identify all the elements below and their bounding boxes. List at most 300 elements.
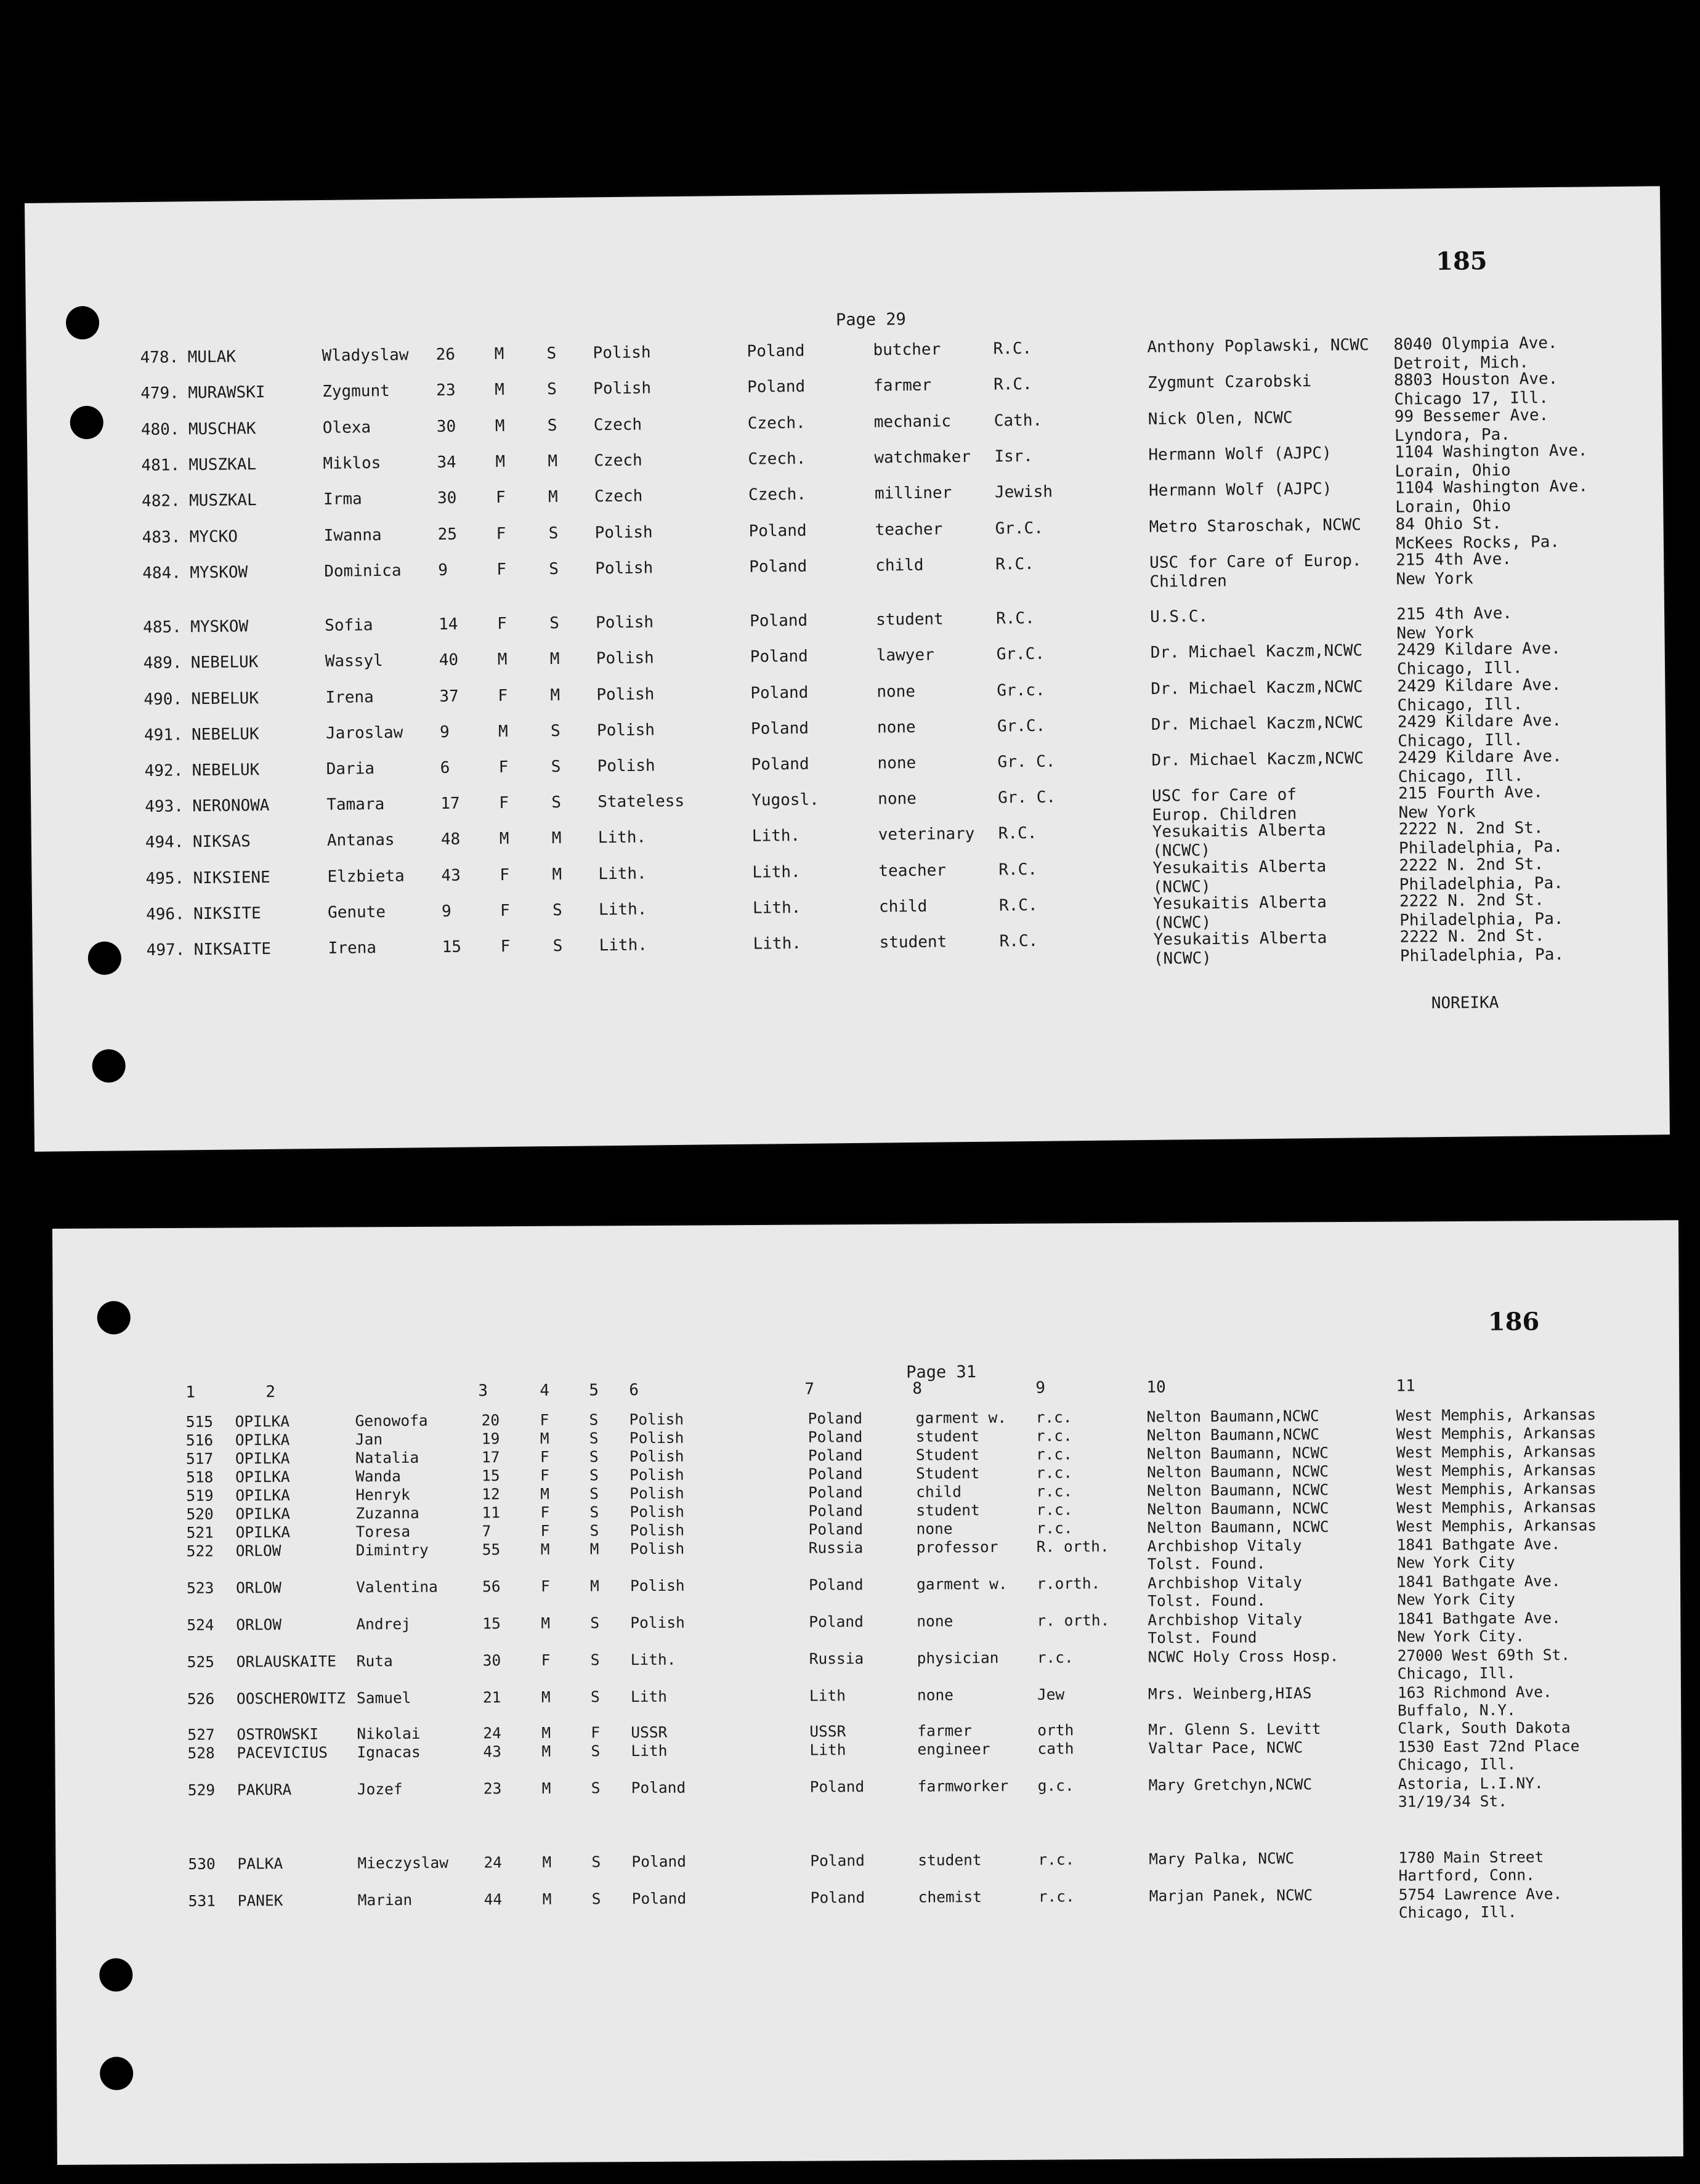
cell-sponsor bbox=[1148, 1738, 1303, 1757]
column-number: 11 bbox=[1396, 1377, 1415, 1396]
cell-marital: S bbox=[589, 1484, 599, 1503]
cell-sponsor-line: Nelton Baumann, NCWC bbox=[1147, 1518, 1329, 1537]
cell-sponsor bbox=[1148, 1573, 1302, 1609]
cell-surname: NEBELUK bbox=[191, 689, 259, 709]
cell-surname: OPILKA bbox=[235, 1449, 290, 1468]
cell-occupation: veterinary bbox=[878, 824, 975, 844]
cell-sex: F bbox=[500, 865, 510, 884]
cell-country: Lith. bbox=[751, 826, 801, 846]
cell-no: 524 bbox=[187, 1616, 214, 1634]
cell-sponsor bbox=[1147, 1499, 1329, 1518]
cell-sex: M bbox=[495, 416, 505, 436]
punch-hole bbox=[70, 406, 103, 440]
cell-address-line: Lyndora, Pa. bbox=[1394, 425, 1511, 445]
cell-marital: S bbox=[547, 379, 557, 399]
cell-address-line: West Memphis, Arkansas bbox=[1396, 1423, 1597, 1443]
cell-address-line: 2222 N. 2nd St. bbox=[1399, 891, 1544, 911]
punch-hole bbox=[97, 1301, 131, 1334]
cell-country: Lith. bbox=[752, 898, 801, 918]
cell-sponsor bbox=[1151, 749, 1364, 770]
cell-religion: r.c. bbox=[1036, 1519, 1073, 1537]
cell-ethnic: Lith. bbox=[599, 936, 648, 955]
cell-age: 20 bbox=[481, 1411, 500, 1430]
cell-sex: M bbox=[495, 452, 506, 472]
cell-country: Poland bbox=[808, 1446, 863, 1465]
cell-marital: S bbox=[589, 1410, 599, 1429]
cell-sex: F bbox=[498, 686, 508, 705]
cell-sponsor-line: (NCWC) bbox=[1153, 913, 1212, 932]
cell-country: Poland bbox=[808, 1520, 864, 1539]
cell-surname: ORLOW bbox=[236, 1616, 282, 1634]
cell-religion: r.c. bbox=[1035, 1408, 1072, 1426]
page-label: Page 31 bbox=[906, 1362, 977, 1382]
cell-surname: OPILKA bbox=[235, 1486, 290, 1505]
cell-sex: M bbox=[542, 1853, 552, 1871]
cell-address bbox=[1397, 1572, 1561, 1608]
cell-marital: S bbox=[591, 1779, 601, 1797]
cell-age: 26 bbox=[435, 345, 456, 365]
cell-address-line: Philadelphia, Pa. bbox=[1399, 873, 1563, 894]
cell-age: 40 bbox=[439, 650, 459, 669]
cell-country: Poland bbox=[808, 1428, 863, 1446]
cell-marital: S bbox=[548, 524, 559, 543]
cell-address-line: 2429 Kildare Ave. bbox=[1397, 675, 1561, 696]
cell-no: 496. bbox=[145, 905, 185, 924]
cell-sponsor-line: Archbishop Vitaly bbox=[1148, 1610, 1303, 1629]
cell-sponsor-line: Dr. Michael Kaczm,NCWC bbox=[1151, 677, 1363, 698]
cell-religion: R. orth. bbox=[1036, 1537, 1109, 1556]
cell-no: 491. bbox=[144, 726, 183, 745]
cell-marital: S bbox=[590, 1688, 600, 1706]
column-number: 10 bbox=[1146, 1378, 1166, 1397]
cell-no: 484. bbox=[142, 564, 182, 583]
cell-address-line: Chicago, Ill. bbox=[1398, 1903, 1517, 1922]
table-row bbox=[31, 817, 1667, 860]
cell-address bbox=[1396, 1405, 1597, 1425]
cell-surname: OPILKA bbox=[235, 1412, 290, 1431]
cell-no: 522 bbox=[186, 1542, 214, 1560]
cell-sponsor bbox=[1149, 480, 1332, 501]
cell-age: 15 bbox=[442, 937, 462, 957]
cell-sex: M bbox=[540, 1540, 550, 1558]
cell-religion: Gr.c. bbox=[997, 681, 1045, 700]
cell-ethnic: Polish bbox=[596, 613, 654, 633]
cell-marital: M bbox=[552, 865, 562, 884]
cell-sponsor-line: USC for Care of bbox=[1152, 785, 1297, 806]
cell-given: Irma bbox=[323, 490, 362, 509]
cell-marital: S bbox=[590, 1651, 600, 1669]
cell-country: USSR bbox=[809, 1722, 846, 1741]
cell-religion: Cath. bbox=[994, 411, 1043, 431]
cell-surname: MUSCHAK bbox=[188, 419, 256, 439]
cell-given: Genowofa bbox=[355, 1411, 428, 1430]
cell-age: 15 bbox=[482, 1466, 500, 1485]
cell-age: 14 bbox=[439, 615, 458, 634]
cell-sex: M bbox=[494, 344, 504, 364]
cell-age: 25 bbox=[437, 525, 458, 544]
cell-no: 531 bbox=[188, 1891, 216, 1910]
cell-sex: F bbox=[540, 1521, 550, 1540]
cell-age: 24 bbox=[483, 1724, 501, 1742]
cell-surname: NIKSAITE bbox=[193, 939, 272, 960]
cell-ethnic: Polish bbox=[597, 756, 655, 776]
cell-occupation: watchmaker bbox=[874, 447, 971, 467]
column-number: 3 bbox=[478, 1381, 488, 1401]
cell-address-line: Lorain, Ohio bbox=[1395, 496, 1512, 517]
cell-occupation: none bbox=[917, 1612, 953, 1630]
cell-occupation: professor bbox=[916, 1537, 998, 1556]
cell-no: 521 bbox=[186, 1523, 214, 1542]
cell-surname: PAKURA bbox=[237, 1780, 292, 1799]
register-sheet-page-31 bbox=[52, 1220, 1683, 2165]
cell-address bbox=[1396, 1424, 1597, 1443]
cell-sponsor-line: Tolst. Found. bbox=[1148, 1591, 1266, 1610]
cell-sponsor-line: Yesukaitis Alberta bbox=[1152, 820, 1326, 841]
cell-marital: M bbox=[549, 649, 560, 669]
cell-occupation: student bbox=[915, 1427, 980, 1446]
cell-given: Ruta bbox=[356, 1652, 393, 1670]
cell-address-line: 1841 Bathgate Ave. bbox=[1396, 1535, 1561, 1554]
cell-country: Poland bbox=[808, 1575, 864, 1594]
table-row bbox=[31, 854, 1667, 897]
cell-country: Poland bbox=[750, 719, 809, 738]
cell-address bbox=[1399, 855, 1563, 895]
register-sheet-page-29 bbox=[25, 186, 1670, 1152]
cell-age: 55 bbox=[482, 1540, 501, 1559]
cell-sponsor-line: Valtar Pace, NCWC bbox=[1148, 1738, 1303, 1757]
table-row bbox=[27, 405, 1662, 445]
cell-address-line: 1841 Bathgate Ave. bbox=[1397, 1609, 1561, 1628]
cell-address-line: Chicago, Ill. bbox=[1398, 1755, 1516, 1774]
cell-given: Daria bbox=[326, 759, 375, 779]
cell-religion: R.C. bbox=[995, 554, 1035, 574]
cell-sponsor-line: Mary Palka, NCWC bbox=[1149, 1849, 1295, 1868]
cell-sex: M bbox=[540, 1429, 549, 1447]
cell-address bbox=[1394, 441, 1588, 481]
cell-sex: M bbox=[499, 829, 509, 848]
cell-no: 493. bbox=[145, 797, 184, 817]
cell-ethnic: Polish bbox=[596, 685, 655, 705]
cell-address bbox=[1399, 926, 1564, 966]
cell-age: 7 bbox=[482, 1522, 492, 1540]
cell-country: Poland bbox=[810, 1851, 865, 1870]
cell-age: 43 bbox=[441, 866, 461, 885]
table-row bbox=[55, 1718, 1681, 1744]
cell-age: 15 bbox=[482, 1614, 501, 1633]
cell-address bbox=[1398, 1718, 1570, 1737]
table-row bbox=[54, 1534, 1680, 1573]
cell-marital: S bbox=[551, 793, 562, 812]
cell-sex: F bbox=[540, 1503, 550, 1521]
cell-country: Poland bbox=[748, 521, 807, 541]
cell-sponsor-line: (NCWC) bbox=[1153, 948, 1212, 968]
cell-sponsor bbox=[1148, 444, 1332, 465]
table-row bbox=[54, 1479, 1680, 1505]
cell-address-line: 84 Ohio St. bbox=[1395, 514, 1502, 534]
cell-given: Zuzanna bbox=[355, 1503, 419, 1523]
cell-address-line: West Memphis, Arkansas bbox=[1396, 1442, 1597, 1462]
cell-occupation: none bbox=[878, 789, 917, 809]
cell-address bbox=[1397, 1609, 1561, 1645]
cell-occupation: farmer bbox=[917, 1721, 972, 1740]
cell-marital: M bbox=[589, 1577, 599, 1595]
cell-occupation: milliner bbox=[874, 483, 952, 503]
cell-country: Lith bbox=[809, 1686, 846, 1705]
cell-sex: F bbox=[499, 793, 509, 812]
cell-address-line: 2222 N. 2nd St. bbox=[1399, 855, 1544, 875]
cell-age: 21 bbox=[482, 1688, 501, 1707]
cell-occupation: teacher bbox=[875, 520, 943, 540]
cell-address bbox=[1395, 514, 1560, 554]
cell-country: Yugosl. bbox=[751, 790, 819, 810]
cell-occupation: lawyer bbox=[876, 645, 934, 665]
cell-address-line: New York bbox=[1396, 569, 1473, 589]
cell-religion: r.c. bbox=[1035, 1426, 1072, 1445]
cell-sponsor-line: Europ. Children bbox=[1152, 804, 1297, 825]
cell-ethnic: Polish bbox=[629, 1428, 684, 1447]
cell-no: 520 bbox=[186, 1505, 214, 1523]
column-number: 4 bbox=[540, 1381, 550, 1400]
cell-sponsor-line: U.S.C. bbox=[1149, 607, 1208, 626]
cell-surname: NIKSAS bbox=[192, 832, 251, 852]
table-row bbox=[54, 1571, 1680, 1610]
cell-marital: S bbox=[589, 1429, 599, 1447]
cell-religion: orth bbox=[1037, 1721, 1074, 1739]
cell-surname: NIKSITE bbox=[193, 904, 261, 924]
cell-surname: MYSKOW bbox=[190, 617, 249, 637]
cell-marital: S bbox=[549, 559, 559, 579]
cell-religion: R.C. bbox=[999, 931, 1038, 951]
cell-country: Czech. bbox=[748, 449, 806, 469]
cell-given: Genute bbox=[327, 902, 386, 922]
cell-country: Poland bbox=[749, 557, 808, 576]
cell-address-line: Philadelphia, Pa. bbox=[1399, 945, 1564, 966]
cell-religion: Gr.C. bbox=[995, 519, 1044, 538]
cell-no: 516 bbox=[185, 1431, 214, 1449]
cell-country: Poland bbox=[808, 1502, 864, 1520]
cell-religion: R.C. bbox=[995, 609, 1035, 628]
cell-address bbox=[1396, 604, 1512, 644]
cell-given: Wladyslaw bbox=[322, 346, 409, 365]
punch-hole bbox=[88, 941, 122, 975]
column-number: 7 bbox=[804, 1380, 815, 1399]
cell-address-line: 5754 Lawrence Ave. bbox=[1398, 1885, 1563, 1904]
cell-marital: M bbox=[548, 451, 558, 471]
cell-surname: NIKSIENE bbox=[193, 868, 270, 888]
cell-ethnic: Polish bbox=[629, 1410, 684, 1429]
cell-address-line: West Memphis, Arkansas bbox=[1396, 1460, 1597, 1480]
cell-address-line: Chicago, Ill. bbox=[1396, 658, 1523, 679]
cell-address bbox=[1399, 1885, 1563, 1921]
cell-marital: S bbox=[590, 1614, 600, 1632]
cell-religion: R.C. bbox=[998, 860, 1038, 880]
cell-surname: MULAK bbox=[187, 347, 237, 367]
cell-sex: M bbox=[497, 650, 508, 669]
cell-age: 9 bbox=[439, 722, 450, 742]
cell-address-line: Hartford, Conn. bbox=[1398, 1866, 1535, 1885]
cell-address-line: 215 4th Ave. bbox=[1396, 604, 1513, 624]
cell-sponsor bbox=[1148, 1720, 1321, 1738]
cell-no: 481. bbox=[141, 456, 180, 475]
cell-ethnic: Poland bbox=[631, 1889, 687, 1908]
cell-country: Poland bbox=[808, 1483, 863, 1502]
cell-occupation: none bbox=[877, 753, 917, 773]
table-row bbox=[55, 1682, 1681, 1720]
cell-no: 494. bbox=[145, 833, 184, 852]
cell-no: 479. bbox=[140, 384, 180, 403]
cell-occupation: engineer bbox=[917, 1740, 990, 1758]
cell-sponsor-line: Tolst. Found bbox=[1148, 1628, 1257, 1647]
table-row bbox=[54, 1608, 1680, 1647]
cell-religion: cath bbox=[1037, 1739, 1074, 1758]
table-row bbox=[55, 1645, 1681, 1683]
cell-address bbox=[1398, 747, 1562, 787]
cell-ethnic: Polish bbox=[629, 1539, 685, 1558]
cell-address bbox=[1394, 406, 1549, 446]
cell-marital: S bbox=[546, 344, 557, 363]
cell-occupation: child bbox=[878, 897, 928, 916]
cell-ethnic: Poland bbox=[631, 1778, 686, 1797]
column-number: 2 bbox=[265, 1383, 276, 1402]
cell-surname: PACEVICIUS bbox=[237, 1743, 328, 1762]
cell-sex: F bbox=[540, 1577, 550, 1595]
cell-age: 6 bbox=[440, 758, 450, 777]
cell-sponsor-line: USC for Care of Europ. bbox=[1149, 551, 1362, 572]
cell-address bbox=[1396, 1479, 1597, 1498]
punch-hole bbox=[100, 2057, 133, 2090]
cell-surname: OPILKA bbox=[235, 1467, 290, 1486]
cell-ethnic: Lith bbox=[631, 1741, 668, 1760]
table-row bbox=[30, 710, 1666, 751]
cell-surname: ORLOW bbox=[235, 1579, 281, 1597]
column-number: 1 bbox=[185, 1383, 196, 1402]
cell-surname: ORLOW bbox=[235, 1542, 281, 1560]
cell-address-line: McKees Rocks, Pa. bbox=[1395, 532, 1560, 553]
cell-marital: S bbox=[591, 1890, 601, 1908]
cell-sex: F bbox=[540, 1410, 549, 1429]
cell-given: Olexa bbox=[322, 418, 371, 437]
cell-religion: g.c. bbox=[1037, 1776, 1074, 1795]
cell-address-line: Philadelphia, Pa. bbox=[1398, 837, 1563, 858]
cell-given: Zygmunt bbox=[322, 381, 390, 401]
cell-sponsor-line: Zygmunt Czarobski bbox=[1147, 372, 1312, 392]
cell-address bbox=[1398, 1683, 1552, 1719]
cell-address bbox=[1396, 1498, 1597, 1517]
cell-sponsor-line: Anthony Poplawski, NCWC bbox=[1147, 336, 1369, 357]
cell-occupation: child bbox=[875, 556, 924, 575]
table-row bbox=[54, 1405, 1680, 1431]
cell-no: 485. bbox=[143, 618, 182, 637]
cell-address bbox=[1398, 711, 1562, 751]
cell-sponsor bbox=[1147, 1425, 1319, 1444]
table-row bbox=[33, 925, 1668, 968]
cell-given: Toresa bbox=[355, 1522, 411, 1541]
table-row bbox=[31, 782, 1666, 825]
cell-ethnic: Polish bbox=[629, 1447, 684, 1466]
cell-sponsor-line: Dr. Michael Kaczm,NCWC bbox=[1150, 641, 1363, 662]
cell-ethnic: Polish bbox=[596, 649, 654, 668]
cell-ethnic: Polish bbox=[629, 1465, 684, 1484]
cell-sponsor-line: Tolst. Found. bbox=[1147, 1554, 1266, 1573]
cell-sponsor bbox=[1149, 516, 1361, 537]
cell-religion: r.c. bbox=[1036, 1482, 1073, 1500]
cell-occupation: student bbox=[916, 1501, 980, 1519]
cell-address-line: Chicago, Ill. bbox=[1397, 1664, 1516, 1683]
cell-sponsor-line: Mr. Glenn S. Levitt bbox=[1148, 1720, 1321, 1739]
cell-sponsor bbox=[1152, 785, 1297, 825]
page-stamp-number: 186 bbox=[1488, 1307, 1540, 1337]
cell-no: 489. bbox=[143, 653, 182, 673]
cell-age: 30 bbox=[436, 417, 456, 437]
cell-religion: Isr. bbox=[994, 447, 1034, 466]
cell-address bbox=[1394, 370, 1558, 410]
cell-religion: Gr. C. bbox=[998, 788, 1056, 807]
cell-ethnic: Poland bbox=[631, 1852, 686, 1871]
cell-age: 12 bbox=[482, 1485, 500, 1503]
cell-address bbox=[1397, 639, 1561, 679]
cell-no: 523 bbox=[186, 1579, 214, 1597]
cell-address-line: Lorain, Ohio bbox=[1394, 461, 1511, 481]
cell-ethnic: Lith. bbox=[598, 864, 647, 884]
cell-occupation: student bbox=[876, 610, 944, 629]
cell-sponsor bbox=[1153, 893, 1327, 933]
cell-ethnic: Lith. bbox=[630, 1650, 676, 1669]
cell-address-line: Astoria, L.I.NY. bbox=[1398, 1774, 1544, 1793]
cell-religion: r.orth. bbox=[1036, 1574, 1101, 1593]
cell-address bbox=[1396, 1461, 1597, 1480]
cell-sponsor-line: Metro Staroschak, NCWC bbox=[1149, 516, 1362, 536]
cell-occupation: student bbox=[918, 1851, 982, 1869]
cell-sex: F bbox=[497, 614, 508, 634]
cell-sponsor bbox=[1148, 1536, 1302, 1572]
cell-address-line: Chicago, Ill. bbox=[1398, 730, 1523, 751]
cell-sponsor-line: (NCWC) bbox=[1152, 877, 1211, 897]
cell-marital: M bbox=[550, 686, 561, 705]
cell-address-line: 2429 Kildare Ave. bbox=[1397, 711, 1562, 732]
cell-occupation: none bbox=[916, 1519, 953, 1538]
table-row bbox=[30, 638, 1665, 679]
cell-sponsor-line: Marjan Panek, NCWC bbox=[1149, 1886, 1313, 1905]
cell-given: Miklos bbox=[323, 453, 381, 473]
cell-religion: Jew bbox=[1037, 1685, 1065, 1704]
cell-address-line: Chicago, Ill. bbox=[1397, 695, 1523, 715]
cell-address-line: 1104 Washington Ave. bbox=[1394, 477, 1589, 498]
cell-surname: OSTROWSKI bbox=[237, 1725, 319, 1744]
cell-sponsor-line: Archbishop Vitaly bbox=[1147, 1573, 1302, 1592]
cell-surname: OPILKA bbox=[235, 1430, 290, 1449]
cell-occupation: physician bbox=[917, 1648, 999, 1667]
cell-age: 37 bbox=[439, 687, 459, 706]
cell-address bbox=[1399, 891, 1564, 931]
cell-religion: Gr.C. bbox=[997, 716, 1046, 736]
cell-religion: r.c. bbox=[1038, 1887, 1075, 1906]
cell-no: 518 bbox=[186, 1468, 214, 1486]
cell-address-line: Chicago, Ill. bbox=[1398, 766, 1524, 787]
cell-occupation: student bbox=[879, 932, 947, 952]
cell-address-line: 2222 N. 2nd St. bbox=[1398, 819, 1544, 839]
cell-sponsor-line: Nelton Baumann, NCWC bbox=[1147, 1481, 1329, 1500]
cell-given: Dimintry bbox=[355, 1540, 429, 1559]
cell-country: Czech. bbox=[748, 485, 807, 504]
cell-sex: M bbox=[542, 1890, 552, 1908]
table-row bbox=[32, 889, 1667, 932]
cell-address-line: New York City bbox=[1396, 1553, 1515, 1572]
cell-marital: S bbox=[551, 757, 561, 777]
cell-given: Wassyl bbox=[325, 651, 383, 671]
cell-age: 11 bbox=[482, 1503, 501, 1522]
cell-surname: MYCKO bbox=[189, 527, 238, 547]
cell-ethnic: Czech bbox=[594, 487, 643, 506]
